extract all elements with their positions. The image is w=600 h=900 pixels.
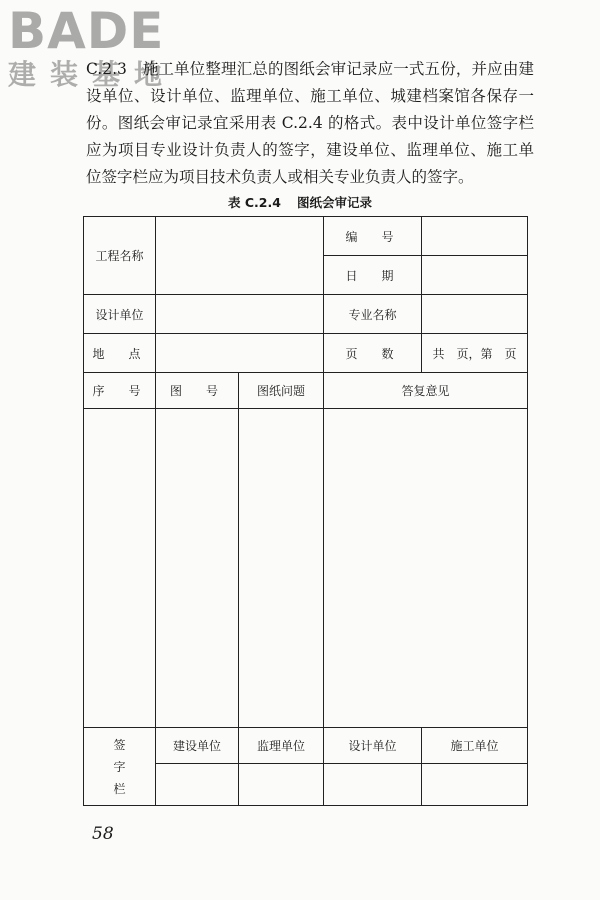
signature-label-char-1: 签 xyxy=(113,737,126,752)
body-paragraph: C.2.3 施工单位整理汇总的图纸会审记录应一式五份，并应由建设单位、设计单位、监理单位、施工单位、城建档案馆各保存一份。图纸会审记录宜采用表 C.2.4 的格式。表中设计单位签字栏应为项目专业设计负责人的签字，建设单位、监理单位、施工单位签字栏应为项目技术负责人或相关专业负责人的签字。 xyxy=(86,60,534,186)
location-label: 地 点 xyxy=(84,334,156,373)
col-header-seq: 序 号 xyxy=(84,373,156,409)
sig-design-cell xyxy=(324,764,422,806)
signature-label-char-3: 栏 xyxy=(113,781,126,796)
drawing-review-table xyxy=(83,216,528,806)
date-label: 日 期 xyxy=(324,256,422,295)
col-header-issue: 图纸问题 xyxy=(239,373,324,409)
specialty-value xyxy=(422,295,528,334)
location-value xyxy=(156,334,324,373)
col-header-drawing-no: 图 号 xyxy=(156,373,239,409)
watermark-logo: BADE xyxy=(8,2,165,60)
pages-label: 页 数 xyxy=(324,334,422,373)
signature-label-char-2: 字 xyxy=(113,759,126,774)
sig-construction-cell xyxy=(156,764,239,806)
table-title: 图纸会审记录 xyxy=(296,195,372,210)
signature-label xyxy=(84,728,156,806)
body-cell-issue xyxy=(239,409,324,728)
pages-value: 共 页，第 页 xyxy=(422,334,528,373)
table-number: 表 C.2.4 xyxy=(228,195,281,210)
sig-contractor-label: 施工单位 xyxy=(422,728,528,764)
sig-design-label: 设计单位 xyxy=(324,728,422,764)
date-value xyxy=(422,256,528,295)
table-caption xyxy=(0,193,600,211)
design-unit-label: 设计单位 xyxy=(84,295,156,334)
sig-supervision-cell xyxy=(239,764,324,806)
project-name-value xyxy=(156,217,324,295)
design-unit-value xyxy=(156,295,324,334)
sig-contractor-cell xyxy=(422,764,528,806)
col-header-reply: 答复意见 xyxy=(324,373,528,409)
page-number: 58 xyxy=(92,824,114,844)
body-cell-drawing-no xyxy=(156,409,239,728)
number-label: 编 号 xyxy=(324,217,422,256)
watermark-subtitle: 建装基地 xyxy=(8,58,177,91)
number-value xyxy=(422,217,528,256)
specialty-label: 专业名称 xyxy=(324,295,422,334)
sig-supervision-label: 监理单位 xyxy=(239,728,324,764)
body-cell-reply xyxy=(324,409,528,728)
body-cell-seq xyxy=(84,409,156,728)
sig-construction-label: 建设单位 xyxy=(156,728,239,764)
project-name-label: 工程名称 xyxy=(84,217,156,295)
